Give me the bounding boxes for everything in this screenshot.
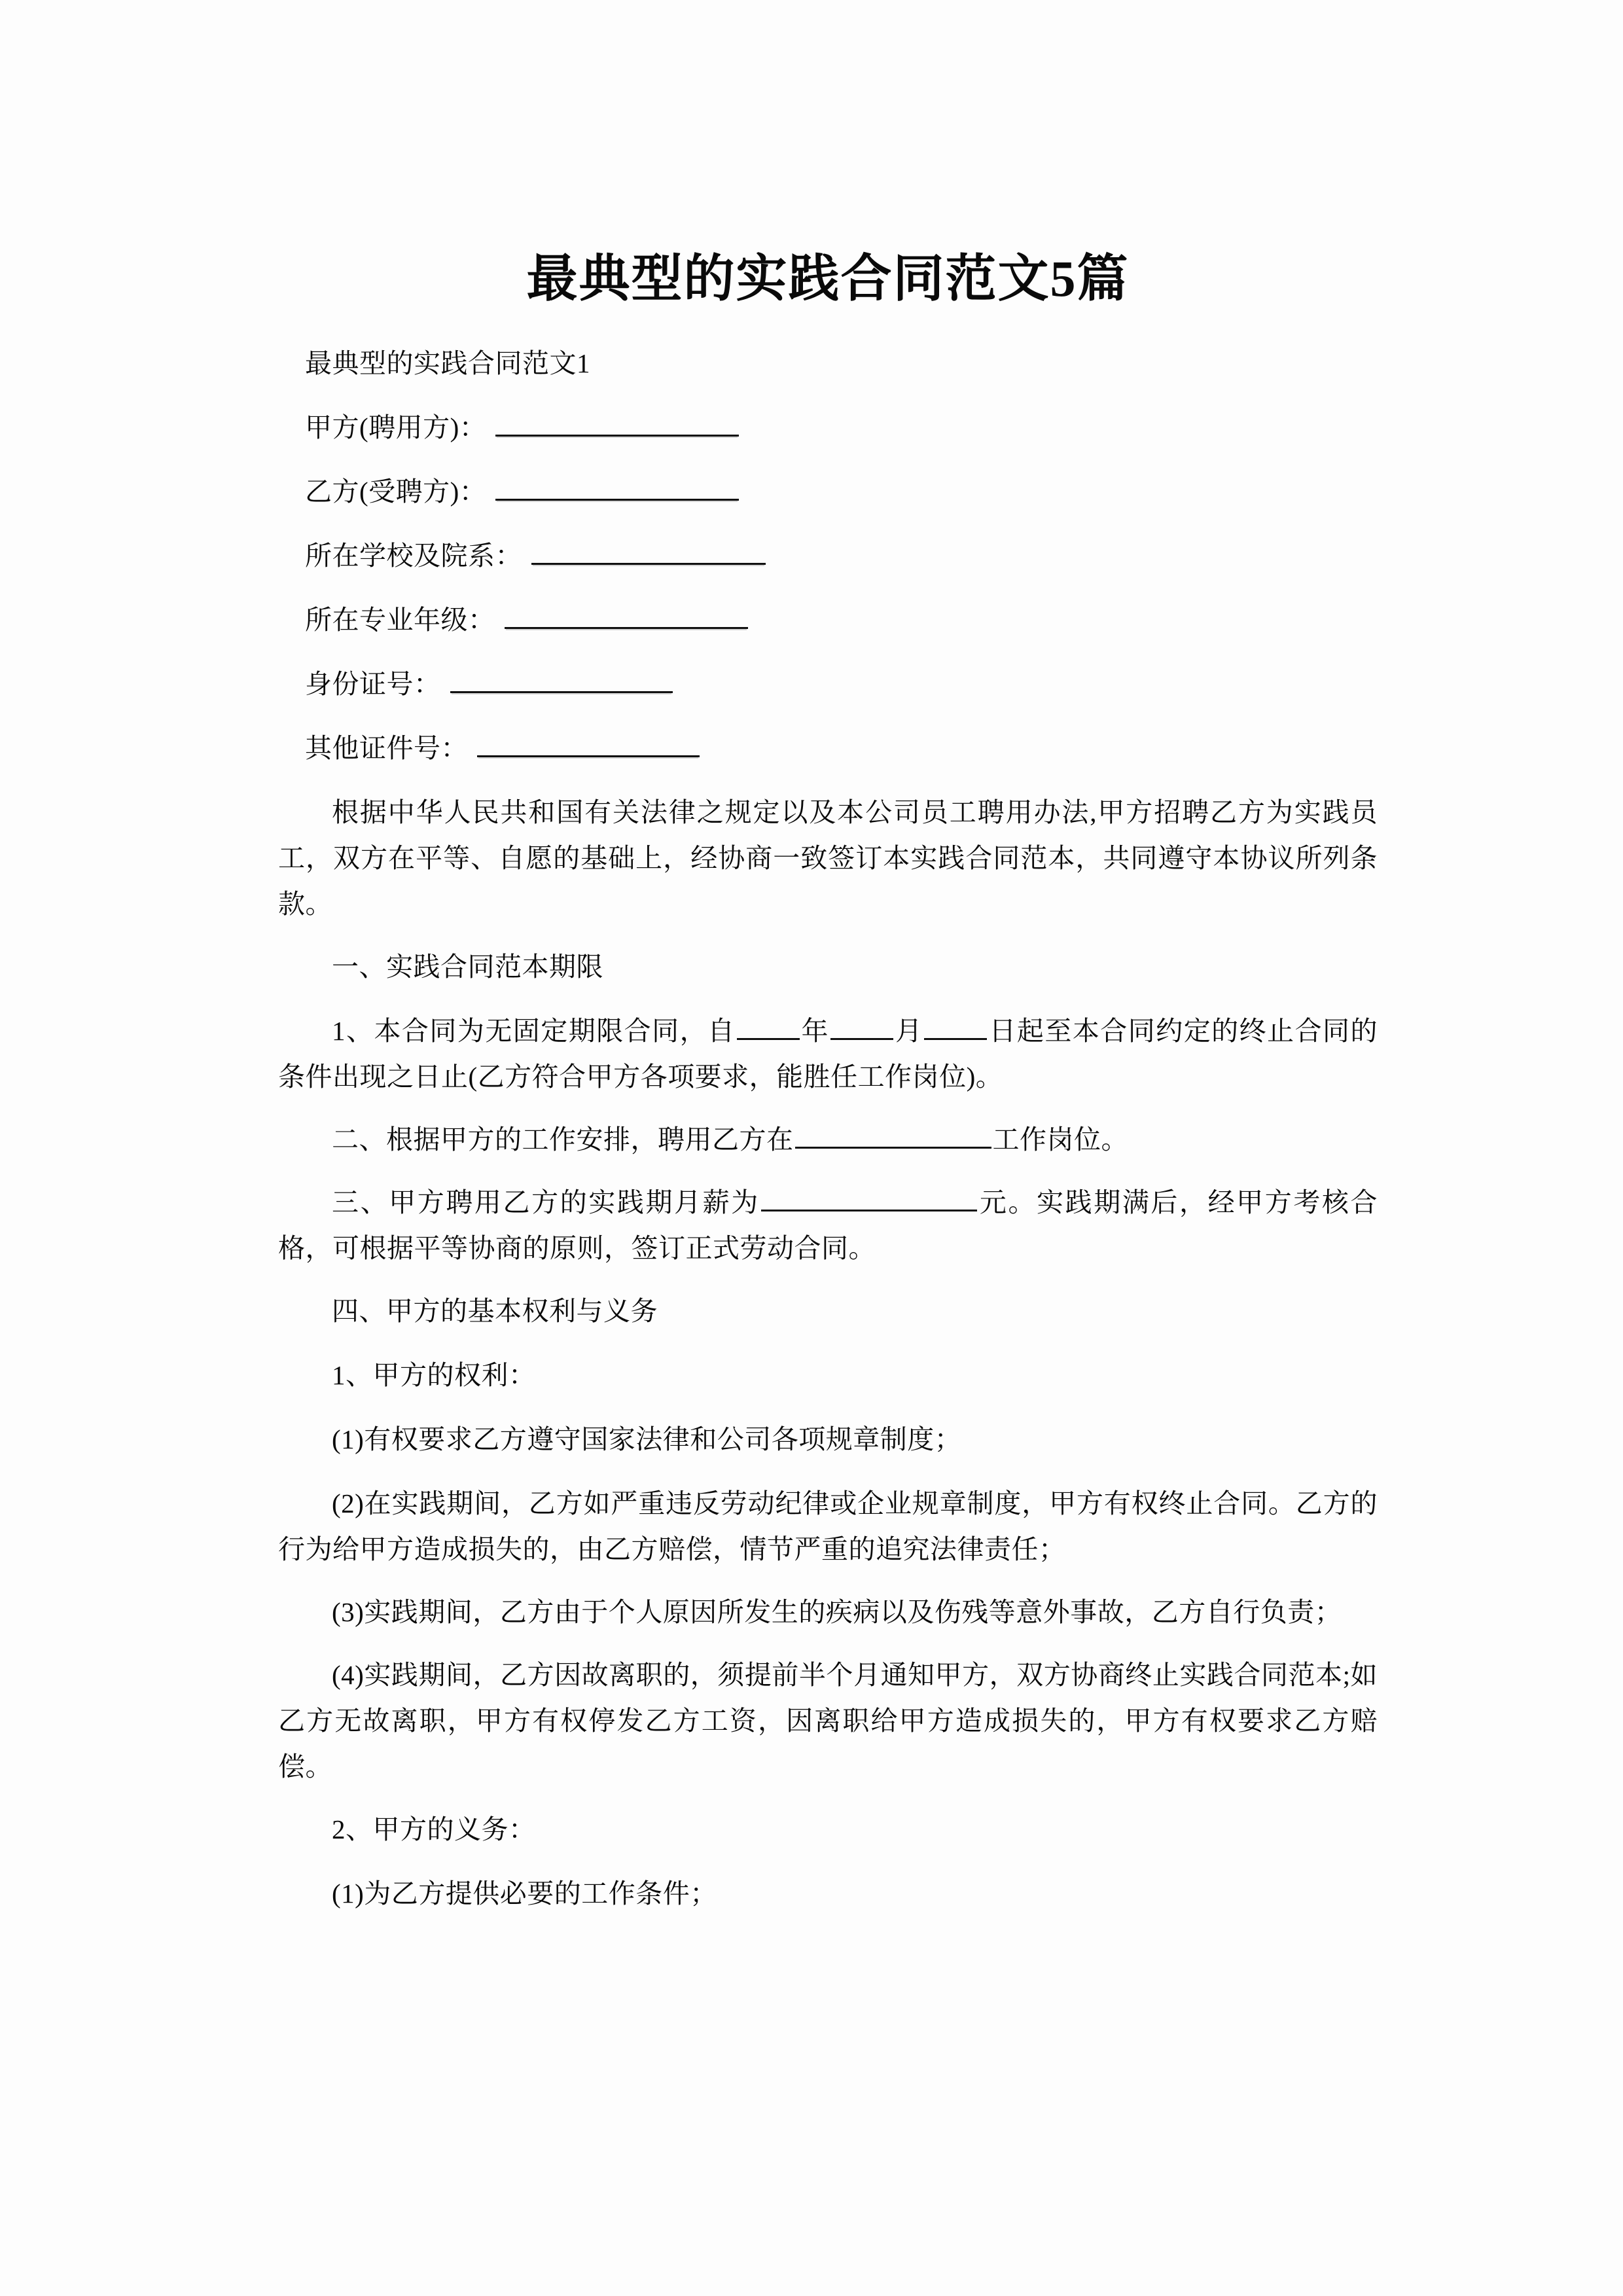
section-1-item-1-year-label: 年 [800, 1016, 829, 1047]
blank-day[interactable] [924, 1018, 987, 1040]
form-field-other-id [278, 725, 1378, 771]
form-field-input-party-a[interactable] [495, 412, 739, 437]
form-field-party-b [278, 469, 1378, 514]
blank-month[interactable] [830, 1018, 893, 1040]
section-3-text-a: 三、甲方聘用乙方的实践期月薪为 [332, 1187, 760, 1218]
section-4-rights-heading: 1、甲方的权利： [332, 1360, 536, 1391]
section-4-rights-item-2: (2)在实践期间，乙方如严重违反劳动纪律或企业规章制度，甲方有权终止合同。乙方的行为给甲方造成损失的，由乙方赔偿，情节严重的追究法律责任； [278, 1488, 1378, 1565]
form-field-input-id-number[interactable] [450, 669, 673, 693]
section-1-item-1-month-label: 月 [895, 1016, 923, 1047]
preamble-paragraph: 根据中华人民共和国有关法律之规定以及本公司员工聘用办法,甲方招聘乙方为实践员工，双方在平等、自愿的基础上，经协商一致签订本实践合同范本，共同遵守本协议所列条款。 [278, 797, 1378, 920]
section-3-clause [278, 1179, 1378, 1271]
blank-job-position[interactable] [795, 1127, 991, 1149]
blank-year[interactable] [737, 1018, 800, 1040]
form-field-party-a [278, 404, 1378, 450]
section-2-text-b: 工作岗位。 [992, 1124, 1128, 1155]
form-field-id-number [278, 661, 1378, 707]
form-field-input-other-id[interactable] [477, 733, 700, 757]
form-field-label: 甲方(聘用方)： [305, 412, 487, 443]
form-field-input-party-b[interactable] [495, 476, 739, 501]
form-field-label: 所在专业年级： [305, 605, 495, 636]
section-4-heading: 四、甲方的基本权利与义务 [332, 1296, 658, 1327]
section-2-clause [278, 1117, 1378, 1162]
form-field-input-major-grade[interactable] [505, 605, 748, 629]
form-field-school-department [278, 533, 1378, 579]
section-2-text-a: 二、根据甲方的工作安排，聘用乙方在 [332, 1124, 794, 1155]
section-1-item-1-text-a: 1、本合同为无固定期限合同，自 [332, 1016, 736, 1047]
section-4-rights-item-3: (3)实践期间，乙方由于个人原因所发生的疾病以及伤残等意外事故，乙方自行负责； [332, 1597, 1342, 1628]
section-4-rights-item-4: (4)实践期间，乙方因故离职的，须提前半个月通知甲方，双方协商终止实践合同范本;如乙方无故离职，甲方有权停发乙方工资，因离职给甲方造成损失的，甲方有权要求乙方赔偿。 [278, 1660, 1378, 1782]
section-4-rights-item-1: (1)有权要求乙方遵守国家法律和公司各项规章制度； [332, 1424, 962, 1455]
section-1-item-1-text-b: 日起至本合同约定的终止合同的条件出现之日止(乙方符合甲方各项要求，能胜任工作岗位)。 [278, 1016, 1378, 1092]
document-content [278, 249, 1378, 1935]
form-field-input-school-department[interactable] [531, 541, 766, 565]
form-field-label: 身份证号： [305, 669, 441, 700]
section-4-duties-heading: 2、甲方的义务： [332, 1814, 536, 1845]
form-field-major-grade [278, 597, 1378, 643]
section-1-item-1 [278, 1008, 1378, 1100]
blank-monthly-salary[interactable] [761, 1190, 977, 1211]
section-3-text-b: 元。实践期满后，经甲方考核合格，可根据平等协商的原则，签订正式劳动合同。 [278, 1187, 1378, 1264]
form-field-label: 乙方(受聘方)： [305, 476, 487, 507]
section-4-duties-item-1: (1)为乙方提供必要的工作条件； [332, 1878, 717, 1909]
section-1-heading: 一、实践合同范本期限 [332, 952, 603, 982]
form-field-label: 所在学校及院系： [305, 541, 522, 571]
form-field-label: 其他证件号： [305, 733, 468, 764]
page-title: 最典型的实践合同范文5篇 [526, 250, 1130, 307]
document-subtitle: 最典型的实践合同范文1 [305, 348, 590, 379]
